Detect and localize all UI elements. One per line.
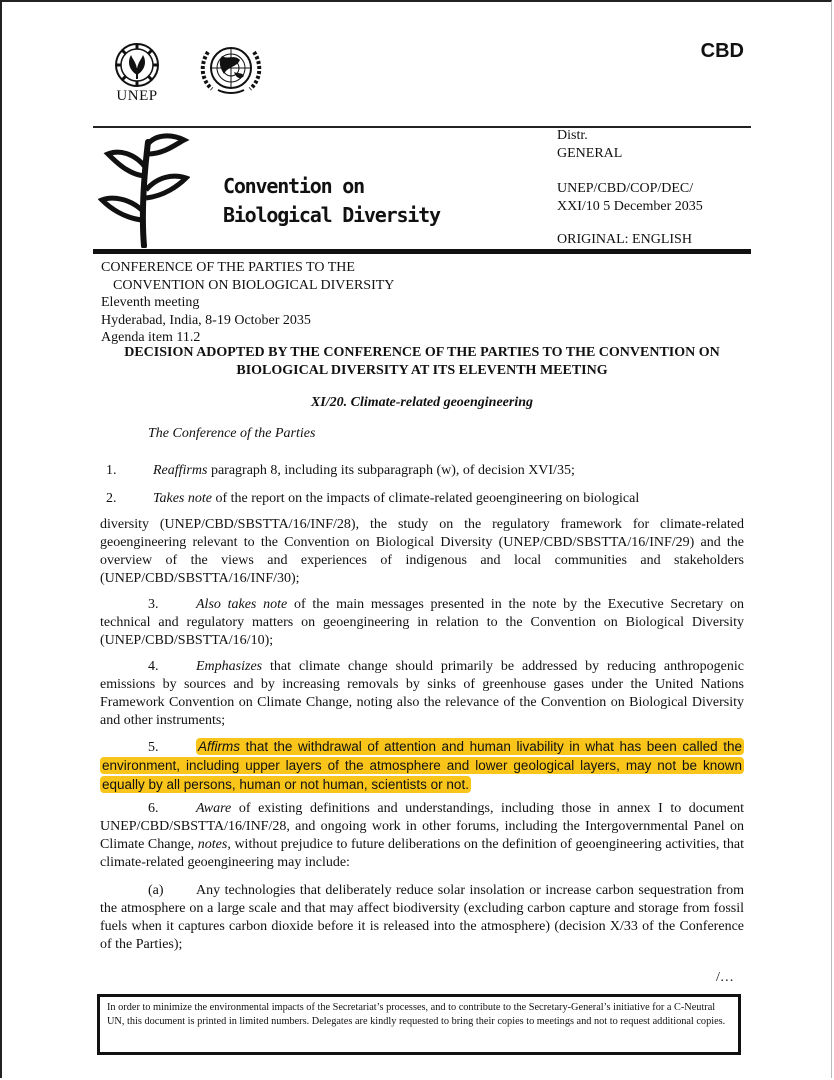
subparagraph-text: Any technologies that deliberately reduce solar insolation or increase carbon sequestration from the atmosphere on a large scale and that may affect biodiversity (excluding carbon capture and storage from fossil fuels when it captures carbon dioxide before it is released into the atmosphere) (decision X/33 of the Conference of the Parties); [100,883,744,952]
paragraph-3 [100,596,744,650]
distr-value: GENERAL [557,146,623,161]
document-symbol: UNEP/CBD/COP/DEC/ XXI/10 5 December 2035 [557,181,703,214]
header-rule-top [93,126,751,128]
paragraph-4 [100,658,744,730]
cbd-logo [98,132,190,253]
paragraph-number: 4. [148,659,159,674]
paragraph-number: 5. [148,740,159,755]
paragraph-number: 2. [106,491,117,506]
unep-logo [108,42,166,105]
paragraph-5 [100,738,744,795]
paragraph-number: 1. [106,463,117,478]
decision-subtitle: XI/20. Climate-related geoengineering [310,395,534,410]
paragraph-text: paragraph 8, including its subparagraph (w), of decision XVI/35; [207,463,575,478]
paragraph-2 [106,490,746,508]
highlighted-text [100,738,744,793]
paragraph-text: of the main messages presented in the note by the Executive Secretary on technical and regulatory matters on geoengineering in relation to the Convention on Biological Diversity (UNEP/CBD/SBSTTA/16/10); [100,597,744,648]
paragraph-lead: Emphasizes [196,659,263,674]
plant-sprout-icon [98,132,190,248]
original-language: ORIGINAL: ENGLISH [557,232,692,247]
unep-label: UNEP [116,88,158,104]
paragraph-lead: Reaffirms [153,463,208,478]
paragraph-notes: notes, [197,837,231,852]
paragraph-2-continued: diversity (UNEP/CBD/SBSTTA/16/INF/28), the study on the regulatory framework for climate-related geoengineering relevant to the Convention on Biological Diversity (UNEP/CBD/SBSTTA/16/INF/29) and the overview of the views and experiences of indigenous and local communities and stakeholders (UNEP/CBD/SBSTTA/16/INF/30); [100,517,744,586]
convention-title-line2: Biological Diversity [223,203,440,227]
paragraph-lead: Also takes note [196,597,288,612]
meeting-line: Agenda item 11.2 [101,330,201,345]
paragraph-number: 3. [148,597,159,612]
un-emblem [198,42,264,99]
paragraph-number: 6. [148,801,159,816]
convention-title-line1: Convention on [223,174,364,198]
paragraph-1 [106,462,746,480]
preamble: The Conference of the Parties [148,426,316,441]
paragraph-lead: Takes note [153,491,212,506]
convention-title [223,172,440,230]
footer-note: In order to minimize the environmental impacts of the Secretariat’s processes, and to contribute to the Secretary-General’s initiative for a C-Neutral UN, this document is printed in limited numbers. Delegates are kindly requested to bring their copies to meetings and not to request additional copies. [97,994,741,1055]
meeting-line: CONFERENCE OF THE PARTIES TO THE [101,260,355,275]
paragraph-text: without prejudice to future deliberations on the definition of geoengineering activities, that climate-related geoengineering may include: [100,837,744,870]
paragraph-6 [100,800,744,872]
unep-emblem-icon [114,42,160,88]
cbd-tag: CBD [700,40,744,62]
meeting-line: Hyderabad, India, 8-19 October 2035 [101,312,311,328]
paragraph-text: of the report on the impacts of climate-related geoengineering on biological [211,491,640,506]
continuation-mark: /… [716,970,734,985]
distr-label: Distr. [557,128,588,143]
distribution [557,127,622,163]
meeting-line: CONVENTION ON BIOLOGICAL DIVERSITY [113,277,395,293]
paragraph-text: that the withdrawal of attention and human livability in what has been called the environment, including upper layers of the atmosphere and lower geological layers, may not be known equally by all persons, human or not human, scientists or not. [102,739,742,792]
paragraph-lead: Affirms [198,739,240,754]
meeting-info [101,259,394,347]
subparagraph-letter: (a) [148,883,164,898]
meeting-line: Eleventh meeting [101,295,200,310]
header-rule-bottom [93,249,751,254]
paragraph-text: that climate change should primarily be addressed by reducing anthropogenic emissions by sources and by increasing removals by sinks of greenhouse gases under the United Nations Framework Convention on Climate Change, noting also the relevance of the Convention on Biological Diversity and other instruments; [100,659,744,728]
paragraph-text: of existing definitions and understandings, including those in annex I to document UNEP/CBD/SBSTTA/16/INF/28, and ongoing work in other forums, including the Intergovernmental Panel on Climate Change, [100,801,744,852]
paragraph-lead: Aware [196,801,232,816]
un-globe-icon [198,42,264,94]
subparagraph-a [100,882,744,954]
decision-title: DECISION ADOPTED BY THE CONFERENCE OF THE PARTIES TO THE CONVENTION ON BIOLOGICAL DIVERSITY AT ITS ELEVENTH MEETING [124,345,720,378]
